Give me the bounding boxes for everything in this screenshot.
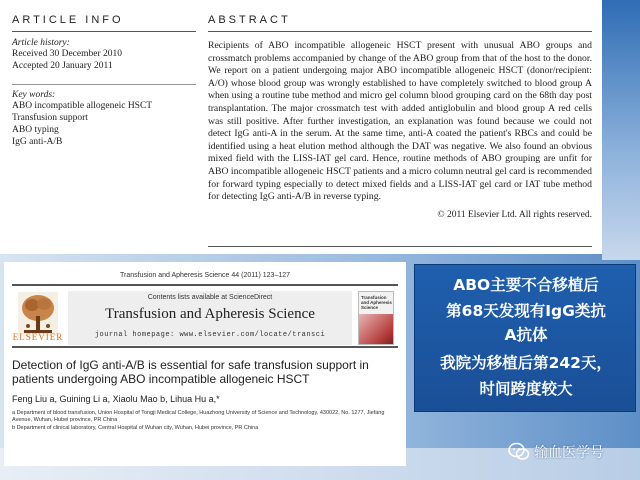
history-title: Article history: bbox=[12, 38, 70, 48]
journal-cover-image bbox=[358, 291, 394, 345]
keyword-item: Transfusion support bbox=[12, 113, 88, 123]
journal-name: Transfusion and Apheresis Science bbox=[105, 306, 315, 322]
affiliation: a Department of blood transfusion, Union Hospital of Tongji Medical College, Huazhong University of Science and Technology, 430022, No. 1277, Jiefang Avenue, Wuhan, Hubei province, PR China bbox=[12, 410, 385, 423]
annotation-line: 我院为移植后第242天， bbox=[440, 354, 612, 372]
affiliation: b Department of clinical laboratory, Central Hospital of Wuhan city, Wuhan, Hubei province, PR China bbox=[12, 425, 259, 431]
copyright: © 2011 Elsevier Ltd. All rights reserved. bbox=[437, 209, 592, 220]
keyword-item: ABO incompatible allogeneic HSCT bbox=[12, 101, 153, 111]
divider bbox=[208, 31, 592, 32]
annotation-box bbox=[414, 264, 636, 412]
divider bbox=[208, 246, 592, 247]
publisher-name: ELSEVIER bbox=[12, 332, 64, 342]
wechat-icon bbox=[508, 442, 530, 462]
abstract-panel bbox=[0, 0, 602, 254]
annotation-line: ABO主要不合移植后 bbox=[453, 276, 599, 294]
divider bbox=[12, 31, 196, 32]
journal-title-box bbox=[68, 291, 352, 345]
cover-graphic bbox=[359, 314, 394, 345]
elsevier-tree-icon bbox=[18, 292, 58, 336]
annotation-line: 时间跨度较大 bbox=[479, 380, 573, 398]
journal-homepage: journal homepage: www.elsevier.com/locate/transci bbox=[94, 331, 326, 339]
watermark bbox=[508, 438, 604, 466]
keywords-title: Key words: bbox=[12, 90, 56, 100]
cover-title: Transfusion and Apheresis Science bbox=[361, 295, 392, 310]
slide-accent-edge bbox=[602, 0, 640, 260]
abstract-heading: ABSTRACT bbox=[208, 14, 291, 26]
annotation-line: 第68天发现有IgG类抗 bbox=[446, 302, 606, 320]
contents-line: Contents lists available at ScienceDirect bbox=[147, 294, 273, 301]
abstract-column bbox=[208, 14, 592, 220]
article-info-heading: ARTICLE INFO bbox=[12, 14, 124, 26]
watermark-text: 输血医学号 bbox=[534, 445, 604, 461]
accepted-date: Accepted 20 January 2011 bbox=[12, 61, 113, 71]
abstract-text: Recipients of ABO incompatible allogeneic HSCT present with unusual ABO groups and crossmatch problems accompanied by change of the ABO group from that of the host to the donor. We report on a patient undergoing major ABO incompatible allogeneic HSCT (donor/recipient: A/O) whose blood group was wrongly established to have completely switched to blood group A when using a routine tube method and micro gel column blood grouping card on the 68th day post transplantation. The major crossmatch test with added antiglobulin and blood group A red cells was still positive. After further investigation, an explanation was found because we could not detect IgG anti-A in the serum. At the same time, anti-A coated the patient's RBCs and could be identified using a heat elution method although the DAT was negative. We also found an obvious mixed field with the LISS-IAT gel card. Hence, routine methods of ABO grouping are unfit for ABO incompatible allogeneic HSCT patients and a micro column neutral gel card is recommended for forward typing especially to detect mixed fields and a LISS-IAT gel card or IAT tube method for detecting IgG anti-A/B in reverse typing. bbox=[208, 40, 592, 203]
received-date: Received 30 December 2010 bbox=[12, 49, 122, 59]
journal-reference: Transfusion and Apheresis Science 44 (2011) 123–127 bbox=[119, 272, 291, 279]
article-info-column bbox=[12, 14, 196, 148]
keyword-item: ABO typing bbox=[12, 125, 59, 135]
annotation-line: A抗体 bbox=[504, 326, 548, 344]
article-header-panel bbox=[4, 262, 406, 466]
journal-banner bbox=[12, 284, 398, 348]
divider bbox=[12, 84, 196, 85]
article-title: Detection of IgG anti-A/B is essential for safe transfusion support in patients undergoing ABO incompatible allogeneic HSCT bbox=[12, 358, 369, 386]
article-authors: Feng Liu a, Guining Li a, Xiaolu Mao b, Lihua Hu a,* bbox=[12, 394, 220, 404]
keyword-item: IgG anti-A/B bbox=[12, 137, 63, 147]
